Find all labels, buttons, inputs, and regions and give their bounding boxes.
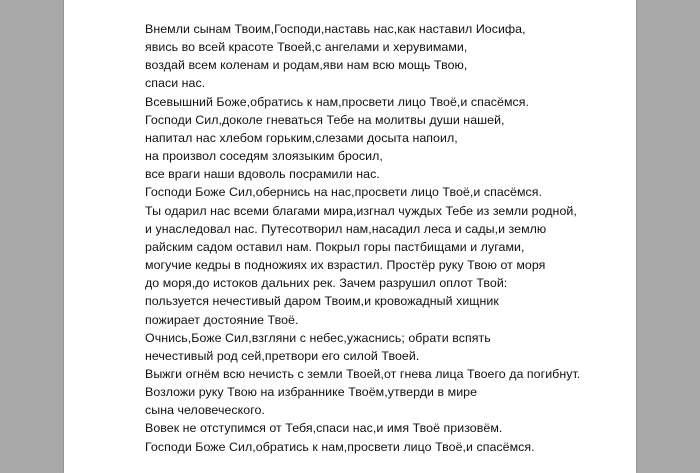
text-line: пользуется нечестивый даром Твоим,и кровожадный хищник xyxy=(145,294,499,309)
text-line: нечестивый род сей,претвори его силой Твоей. xyxy=(145,348,420,363)
text-line: все враги наши вдоволь посрамили нас. xyxy=(145,167,380,182)
text-line: до моря,до истоков дальних рек. Зачем разрушил оплот Твой: xyxy=(145,276,508,291)
text-line: Господи Сил,доколе гневаться Тебе на молитвы души нашей, xyxy=(145,112,505,127)
text-line: Очнись,Боже Сил,взгляни с небес,ужаснись; обрати вспять xyxy=(145,330,491,345)
text-line: и унаследовал нас. Путесотворил нам,насадил леса и сады,и землю xyxy=(145,221,547,236)
text-line: могучие кедры в подножиях их взрастил. Простёр руку Твою от моря xyxy=(145,258,546,273)
text-line: Возложи руку Твою на избраннике Твоём,утверди в мире xyxy=(145,385,478,400)
text-line: напитал нас хлебом горьким,слезами досыта напоил, xyxy=(145,130,458,145)
text-line: райским садом оставил нам. Покрыл горы пастбищами и лугами, xyxy=(145,239,525,254)
text-line: Всевышний Боже,обратись к нам,просвети лицо Твоё,и спасёмся. xyxy=(145,94,530,109)
text-line: сына человеческого. xyxy=(145,403,265,418)
text-line: явись во всей красоте Твоей,с ангелами и херувимами, xyxy=(145,40,468,55)
text-line: воздай всем коленам и родам,яви нам всю мощь Твою, xyxy=(145,58,468,73)
text-line: Господи Боже Сил,обратись к нам,просвети лицо Твоё,и спасёмся. xyxy=(145,439,535,454)
text-line: Господи Боже Сил,обернись на нас,просвети лицо Твоё,и спасёмся. xyxy=(145,185,543,200)
text-line: Внемли сынам Твоим,Господи,наставь нас,как наставил Иосифа, xyxy=(145,22,526,36)
text-line: пожирает достояние Твоё. xyxy=(145,312,299,327)
text-line: Вовек не отступимся от Тебя,спаси нас,и имя Твоё призовём. xyxy=(145,421,503,436)
text-line: Выжги огнём всю нечисть с земли Твоей,от гнева лица Твоего да погибнут. xyxy=(145,366,581,381)
text-line: спаси нас. xyxy=(145,76,206,91)
document-text xyxy=(145,20,628,456)
text-line: Ты одарил нас всеми благами мира,изгнал чуждых Тебе из земли родной, xyxy=(145,203,577,218)
document-page xyxy=(64,0,636,473)
text-line: на произвол соседям злоязыким бросил, xyxy=(145,149,383,164)
